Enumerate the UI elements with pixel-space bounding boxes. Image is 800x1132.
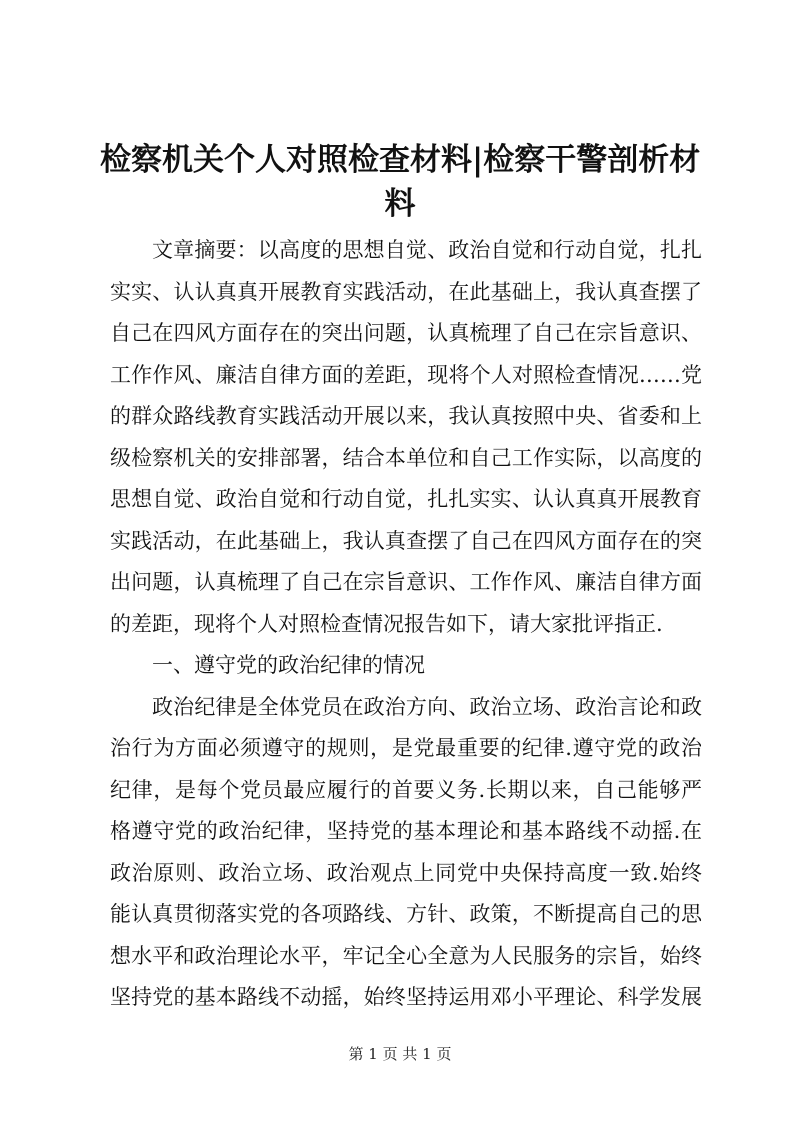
body-line: 级检察机关的安排部署，结合本单位和自己工作实际，以高度的 bbox=[110, 445, 702, 470]
body-line: 政治原则、政治立场、政治观点上同党中央保持高度一致.始终 bbox=[110, 860, 702, 885]
body-line: 文章摘要：以高度的思想自觉、政治自觉和行动自觉，扎扎 bbox=[152, 238, 702, 262]
body-line: 纪律，是每个党员最应履行的首要义务.长期以来，自己能够严 bbox=[110, 777, 702, 802]
body-line: 出问题，认真梳理了自己在宗旨意识、工作作风、廉洁自律方面 bbox=[110, 570, 702, 594]
section-heading: 一、遵守党的政治纪律的情况 bbox=[152, 653, 425, 677]
body-line: 实践活动，在此基础上，我认真查摆了自己在四风方面存在的突 bbox=[110, 528, 702, 553]
document-title bbox=[100, 138, 700, 226]
body-line: 想水平和政治理论水平，牢记全心全意为人民服务的宗旨，始终 bbox=[110, 943, 702, 968]
body-line: 格遵守党的政治纪律，坚持党的基本理论和基本路线不动摇.在 bbox=[110, 819, 702, 843]
title-line-2: 料 bbox=[384, 186, 416, 222]
body-line: 政治纪律是全体党员在政治方向、政治立场、政治言论和政 bbox=[152, 694, 702, 719]
body-line: 思想自觉、政治自觉和行动自觉，扎扎实实、认认真真开展教育 bbox=[110, 487, 702, 511]
body-line: 工作作风、廉洁自律方面的差距，现将个人对照检查情况……党 bbox=[110, 362, 702, 387]
body-line: 坚持党的基本路线不动摇，始终坚持运用邓小平理论、科学发展 bbox=[110, 985, 702, 1009]
body-line: 实实、认认真真开展教育实践活动，在此基础上，我认真查摆了 bbox=[110, 279, 702, 304]
body-line: 能认真贯彻落实党的各项路线、方针、政策，不断提高自己的思 bbox=[110, 902, 702, 926]
document-body bbox=[110, 230, 702, 1019]
title-line-1: 检察机关个人对照检查材料|检察干警剖析材 bbox=[100, 142, 701, 178]
body-line: 的群众路线教育实践活动开展以来，我认真按照中央、省委和上 bbox=[110, 404, 702, 428]
body-line: 治行为方面必须遵守的规则，是党最重要的纪律.遵守党的政治 bbox=[110, 736, 702, 760]
body-line: 自己在四风方面存在的突出问题，认真梳理了自己在宗旨意识、 bbox=[110, 321, 702, 345]
page-footer: 第 1 页 共 1 页 bbox=[348, 1045, 452, 1063]
body-line: 的差距，现将个人对照检查情况报告如下，请大家批评指正. bbox=[110, 611, 663, 636]
